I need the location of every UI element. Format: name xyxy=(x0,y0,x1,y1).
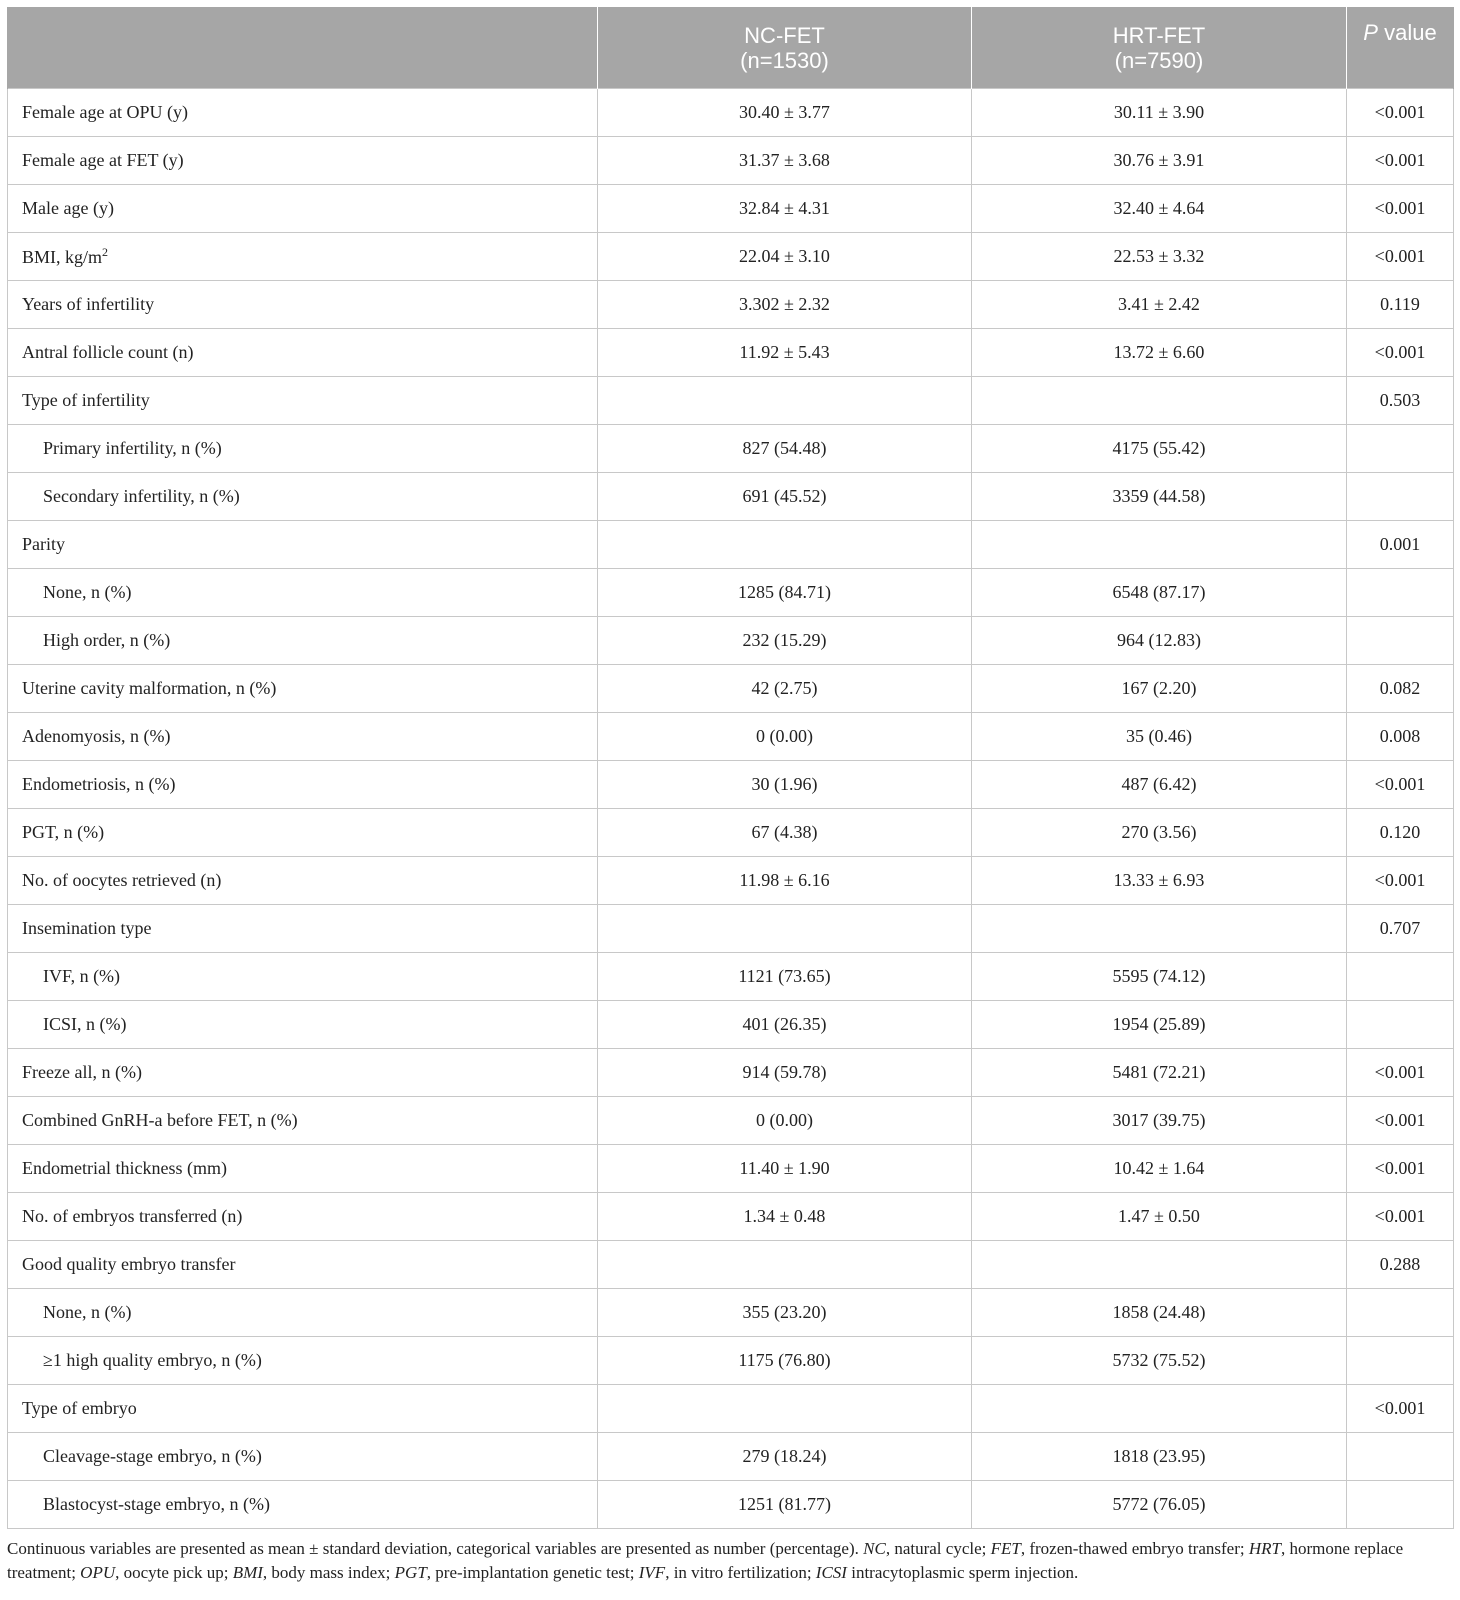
cell-nc-fet xyxy=(598,377,972,425)
row-label-text: None, n (%) xyxy=(43,582,132,602)
row-label xyxy=(8,1241,598,1289)
table-row xyxy=(8,473,1454,521)
cell-hrt-fet: 167 (2.20) xyxy=(972,665,1347,713)
cell-nc-fet: 42 (2.75) xyxy=(598,665,972,713)
cell-hrt-fet: 30.11 ± 3.90 xyxy=(972,89,1347,137)
baseline-characteristics-table xyxy=(7,7,1454,1529)
cell-hrt-fet xyxy=(972,521,1347,569)
table-row xyxy=(8,1193,1454,1241)
footnote-abbreviation: BMI xyxy=(232,1563,263,1582)
table-row xyxy=(8,1385,1454,1433)
cell-p-value: 0.001 xyxy=(1347,521,1454,569)
footnote-abbreviation: HRT xyxy=(1248,1539,1281,1558)
cell-p-value xyxy=(1347,953,1454,1001)
cell-nc-fet: 30.40 ± 3.77 xyxy=(598,89,972,137)
row-label-text: High order, n (%) xyxy=(43,630,171,650)
cell-p-value: <0.001 xyxy=(1347,329,1454,377)
cell-p-value xyxy=(1347,1481,1454,1529)
cell-p-value: 0.503 xyxy=(1347,377,1454,425)
row-label xyxy=(8,569,598,617)
row-label xyxy=(8,857,598,905)
row-label-text: No. of embryos transferred (n) xyxy=(22,1206,243,1226)
row-label-text: Insemination type xyxy=(22,918,152,938)
row-label xyxy=(8,1385,598,1433)
cell-hrt-fet: 270 (3.56) xyxy=(972,809,1347,857)
row-label-text: Endometrial thickness (mm) xyxy=(22,1158,227,1178)
table-row xyxy=(8,1337,1454,1385)
row-label xyxy=(8,1001,598,1049)
cell-hrt-fet: 35 (0.46) xyxy=(972,713,1347,761)
cell-nc-fet: 11.40 ± 1.90 xyxy=(598,1145,972,1193)
cell-hrt-fet: 30.76 ± 3.91 xyxy=(972,137,1347,185)
cell-hrt-fet: 1818 (23.95) xyxy=(972,1433,1347,1481)
cell-hrt-fet xyxy=(972,905,1347,953)
row-label-text: Type of infertility xyxy=(22,390,150,410)
cell-nc-fet: 11.92 ± 5.43 xyxy=(598,329,972,377)
header-hrt-fet xyxy=(972,8,1347,89)
table-row xyxy=(8,1097,1454,1145)
cell-p-value: 0.008 xyxy=(1347,713,1454,761)
table-row xyxy=(8,857,1454,905)
row-label xyxy=(8,1145,598,1193)
footnote-text: , hormone replace treatment; xyxy=(7,1539,1404,1582)
cell-p-value xyxy=(1347,1001,1454,1049)
header-variable xyxy=(8,8,598,89)
cell-p-value: <0.001 xyxy=(1347,185,1454,233)
row-label-text: Parity xyxy=(22,534,65,554)
row-label xyxy=(8,665,598,713)
footnote-abbreviation: PGT xyxy=(394,1563,427,1582)
row-label-text: Years of infertility xyxy=(22,294,155,314)
table-row xyxy=(8,617,1454,665)
table-body xyxy=(8,89,1454,1529)
row-label-superscript: 2 xyxy=(102,245,109,259)
row-label-text: Cleavage-stage embryo, n (%) xyxy=(43,1446,262,1466)
footnote-abbreviation: NC xyxy=(863,1539,886,1558)
cell-hrt-fet xyxy=(972,377,1347,425)
cell-p-value: 0.119 xyxy=(1347,281,1454,329)
row-label-text: Type of embryo xyxy=(22,1398,137,1418)
cell-nc-fet: 31.37 ± 3.68 xyxy=(598,137,972,185)
row-label xyxy=(8,89,598,137)
table-row xyxy=(8,1241,1454,1289)
cell-hrt-fet: 5595 (74.12) xyxy=(972,953,1347,1001)
footnote-abbreviation: IVF xyxy=(638,1563,666,1582)
cell-nc-fet: 1251 (81.77) xyxy=(598,1481,972,1529)
cell-p-value: <0.001 xyxy=(1347,1385,1454,1433)
table-header-row xyxy=(8,8,1454,89)
row-label xyxy=(8,521,598,569)
row-label-text: IVF, n (%) xyxy=(43,966,121,986)
row-label xyxy=(8,1337,598,1385)
cell-p-value xyxy=(1347,617,1454,665)
cell-nc-fet: 401 (26.35) xyxy=(598,1001,972,1049)
cell-hrt-fet xyxy=(972,1385,1347,1433)
cell-hrt-fet: 5732 (75.52) xyxy=(972,1337,1347,1385)
cell-nc-fet: 1175 (76.80) xyxy=(598,1337,972,1385)
cell-p-value: 0.120 xyxy=(1347,809,1454,857)
cell-p-value: <0.001 xyxy=(1347,1097,1454,1145)
cell-hrt-fet: 5772 (76.05) xyxy=(972,1481,1347,1529)
row-label xyxy=(8,1433,598,1481)
row-label-text: Male age (y) xyxy=(22,198,114,218)
table-row xyxy=(8,1001,1454,1049)
row-label-text: ICSI, n (%) xyxy=(43,1014,127,1034)
table-row xyxy=(8,233,1454,281)
row-label xyxy=(8,713,598,761)
cell-hrt-fet: 3.41 ± 2.42 xyxy=(972,281,1347,329)
cell-p-value: 0.707 xyxy=(1347,905,1454,953)
table-row xyxy=(8,329,1454,377)
cell-nc-fet: 827 (54.48) xyxy=(598,425,972,473)
row-label-text: Antral follicle count (n) xyxy=(22,342,194,362)
cell-p-value: <0.001 xyxy=(1347,1049,1454,1097)
cell-p-value: <0.001 xyxy=(1347,137,1454,185)
row-label-text: Freeze all, n (%) xyxy=(22,1062,142,1082)
cell-p-value xyxy=(1347,1289,1454,1337)
row-label-text: Female age at OPU (y) xyxy=(22,102,188,122)
cell-nc-fet: 30 (1.96) xyxy=(598,761,972,809)
cell-hrt-fet: 1.47 ± 0.50 xyxy=(972,1193,1347,1241)
row-label xyxy=(8,329,598,377)
row-label xyxy=(8,953,598,1001)
cell-p-value: <0.001 xyxy=(1347,1145,1454,1193)
footnote-text: , oocyte pick up; xyxy=(115,1563,233,1582)
footnote-abbreviation: ICSI xyxy=(815,1563,847,1582)
footnote-text: , frozen-thawed embryo transfer; xyxy=(1020,1539,1249,1558)
cell-hrt-fet: 4175 (55.42) xyxy=(972,425,1347,473)
row-label-text: Female age at FET (y) xyxy=(22,150,184,170)
header-nc-fet-count: (n=1530) xyxy=(740,48,829,73)
row-label-text: Endometriosis, n (%) xyxy=(22,774,176,794)
cell-nc-fet: 691 (45.52) xyxy=(598,473,972,521)
table-row xyxy=(8,425,1454,473)
table-row xyxy=(8,1145,1454,1193)
cell-p-value xyxy=(1347,425,1454,473)
cell-nc-fet: 1.34 ± 0.48 xyxy=(598,1193,972,1241)
row-label xyxy=(8,281,598,329)
footnote-text: , body mass index; xyxy=(262,1563,395,1582)
row-label xyxy=(8,377,598,425)
row-label xyxy=(8,137,598,185)
cell-nc-fet: 1285 (84.71) xyxy=(598,569,972,617)
footnote-text: , in vitro fertilization; xyxy=(665,1563,816,1582)
cell-hrt-fet: 13.72 ± 6.60 xyxy=(972,329,1347,377)
row-label-text: BMI, kg/m xyxy=(22,247,103,267)
row-label xyxy=(8,185,598,233)
table-row xyxy=(8,713,1454,761)
cell-nc-fet xyxy=(598,521,972,569)
row-label xyxy=(8,905,598,953)
cell-nc-fet: 279 (18.24) xyxy=(598,1433,972,1481)
row-label xyxy=(8,1289,598,1337)
cell-nc-fet: 22.04 ± 3.10 xyxy=(598,233,972,281)
table-row xyxy=(8,905,1454,953)
header-hrt-fet-count: (n=7590) xyxy=(1114,48,1204,73)
table-footnote xyxy=(7,1537,1453,1585)
cell-hrt-fet: 3359 (44.58) xyxy=(972,473,1347,521)
cell-nc-fet: 914 (59.78) xyxy=(598,1049,972,1097)
cell-nc-fet: 0 (0.00) xyxy=(598,1097,972,1145)
cell-p-value: <0.001 xyxy=(1347,1193,1454,1241)
row-label xyxy=(8,473,598,521)
cell-p-value xyxy=(1347,1337,1454,1385)
footnote-abbreviation: FET xyxy=(990,1539,1021,1558)
cell-hrt-fet: 5481 (72.21) xyxy=(972,1049,1347,1097)
cell-hrt-fet: 487 (6.42) xyxy=(972,761,1347,809)
row-label-text: Secondary infertility, n (%) xyxy=(43,486,240,506)
table-row xyxy=(8,1289,1454,1337)
header-nc-fet xyxy=(598,8,972,89)
cell-p-value xyxy=(1347,569,1454,617)
cell-p-value: <0.001 xyxy=(1347,857,1454,905)
footnote-text: Continuous variables are presented as mean ± standard deviation, categorical variables are presented as number (percentage). xyxy=(7,1539,864,1558)
cell-nc-fet: 67 (4.38) xyxy=(598,809,972,857)
row-label-text: Blastocyst-stage embryo, n (%) xyxy=(43,1494,270,1514)
row-label-text: ≥1 high quality embryo, n (%) xyxy=(43,1350,262,1370)
cell-p-value: 0.082 xyxy=(1347,665,1454,713)
cell-p-value: <0.001 xyxy=(1347,761,1454,809)
cell-nc-fet: 232 (15.29) xyxy=(598,617,972,665)
cell-p-value: <0.001 xyxy=(1347,89,1454,137)
table-row xyxy=(8,953,1454,1001)
footnote-text: , natural cycle; xyxy=(885,1539,991,1558)
header-p-letter: P xyxy=(1363,20,1378,45)
header-p-value xyxy=(1347,8,1454,89)
table-row xyxy=(8,185,1454,233)
cell-hrt-fet: 10.42 ± 1.64 xyxy=(972,1145,1347,1193)
row-label-text: Combined GnRH-a before FET, n (%) xyxy=(22,1110,298,1130)
table-row xyxy=(8,137,1454,185)
table-container xyxy=(7,7,1453,1585)
cell-hrt-fet: 1858 (24.48) xyxy=(972,1289,1347,1337)
cell-nc-fet: 32.84 ± 4.31 xyxy=(598,185,972,233)
cell-hrt-fet: 3017 (39.75) xyxy=(972,1097,1347,1145)
table-row xyxy=(8,665,1454,713)
cell-hrt-fet: 22.53 ± 3.32 xyxy=(972,233,1347,281)
row-label xyxy=(8,809,598,857)
cell-hrt-fet xyxy=(972,1241,1347,1289)
row-label-text: No. of oocytes retrieved (n) xyxy=(22,870,222,890)
table-row xyxy=(8,569,1454,617)
cell-hrt-fet: 32.40 ± 4.64 xyxy=(972,185,1347,233)
row-label xyxy=(8,425,598,473)
header-hrt-fet-title: HRT-FET xyxy=(1112,23,1206,48)
table-row xyxy=(8,1433,1454,1481)
table-row xyxy=(8,1481,1454,1529)
table-row xyxy=(8,281,1454,329)
cell-nc-fet: 355 (23.20) xyxy=(598,1289,972,1337)
table-row xyxy=(8,377,1454,425)
cell-p-value xyxy=(1347,473,1454,521)
header-p-rest: value xyxy=(1377,20,1437,45)
cell-nc-fet xyxy=(598,905,972,953)
cell-nc-fet xyxy=(598,1385,972,1433)
footnote-abbreviation: OPU xyxy=(80,1563,116,1582)
row-label xyxy=(8,761,598,809)
row-label-text: Uterine cavity malformation, n (%) xyxy=(22,678,277,698)
row-label-text: Primary infertility, n (%) xyxy=(43,438,222,458)
row-label xyxy=(8,1097,598,1145)
row-label xyxy=(8,1193,598,1241)
header-nc-fet-title: NC-FET xyxy=(744,23,825,48)
cell-nc-fet: 1121 (73.65) xyxy=(598,953,972,1001)
row-label xyxy=(8,1481,598,1529)
cell-hrt-fet: 964 (12.83) xyxy=(972,617,1347,665)
cell-p-value xyxy=(1347,1433,1454,1481)
cell-hrt-fet: 13.33 ± 6.93 xyxy=(972,857,1347,905)
cell-hrt-fet: 6548 (87.17) xyxy=(972,569,1347,617)
row-label xyxy=(8,617,598,665)
table-row xyxy=(8,521,1454,569)
cell-hrt-fet: 1954 (25.89) xyxy=(972,1001,1347,1049)
cell-nc-fet: 3.302 ± 2.32 xyxy=(598,281,972,329)
row-label-text: Adenomyosis, n (%) xyxy=(22,726,171,746)
table-row xyxy=(8,89,1454,137)
table-row xyxy=(8,809,1454,857)
footnote-text: intracytoplasmic sperm injection. xyxy=(846,1563,1079,1582)
footnote-text: , pre-implantation genetic test; xyxy=(426,1563,639,1582)
table-row xyxy=(8,1049,1454,1097)
row-label-text: PGT, n (%) xyxy=(22,822,105,842)
row-label-text: None, n (%) xyxy=(43,1302,132,1322)
row-label xyxy=(8,233,598,281)
cell-nc-fet xyxy=(598,1241,972,1289)
table-row xyxy=(8,761,1454,809)
row-label-text: Good quality embryo transfer xyxy=(22,1254,236,1274)
cell-nc-fet: 11.98 ± 6.16 xyxy=(598,857,972,905)
cell-p-value: <0.001 xyxy=(1347,233,1454,281)
cell-nc-fet: 0 (0.00) xyxy=(598,713,972,761)
row-label xyxy=(8,1049,598,1097)
cell-p-value: 0.288 xyxy=(1347,1241,1454,1289)
